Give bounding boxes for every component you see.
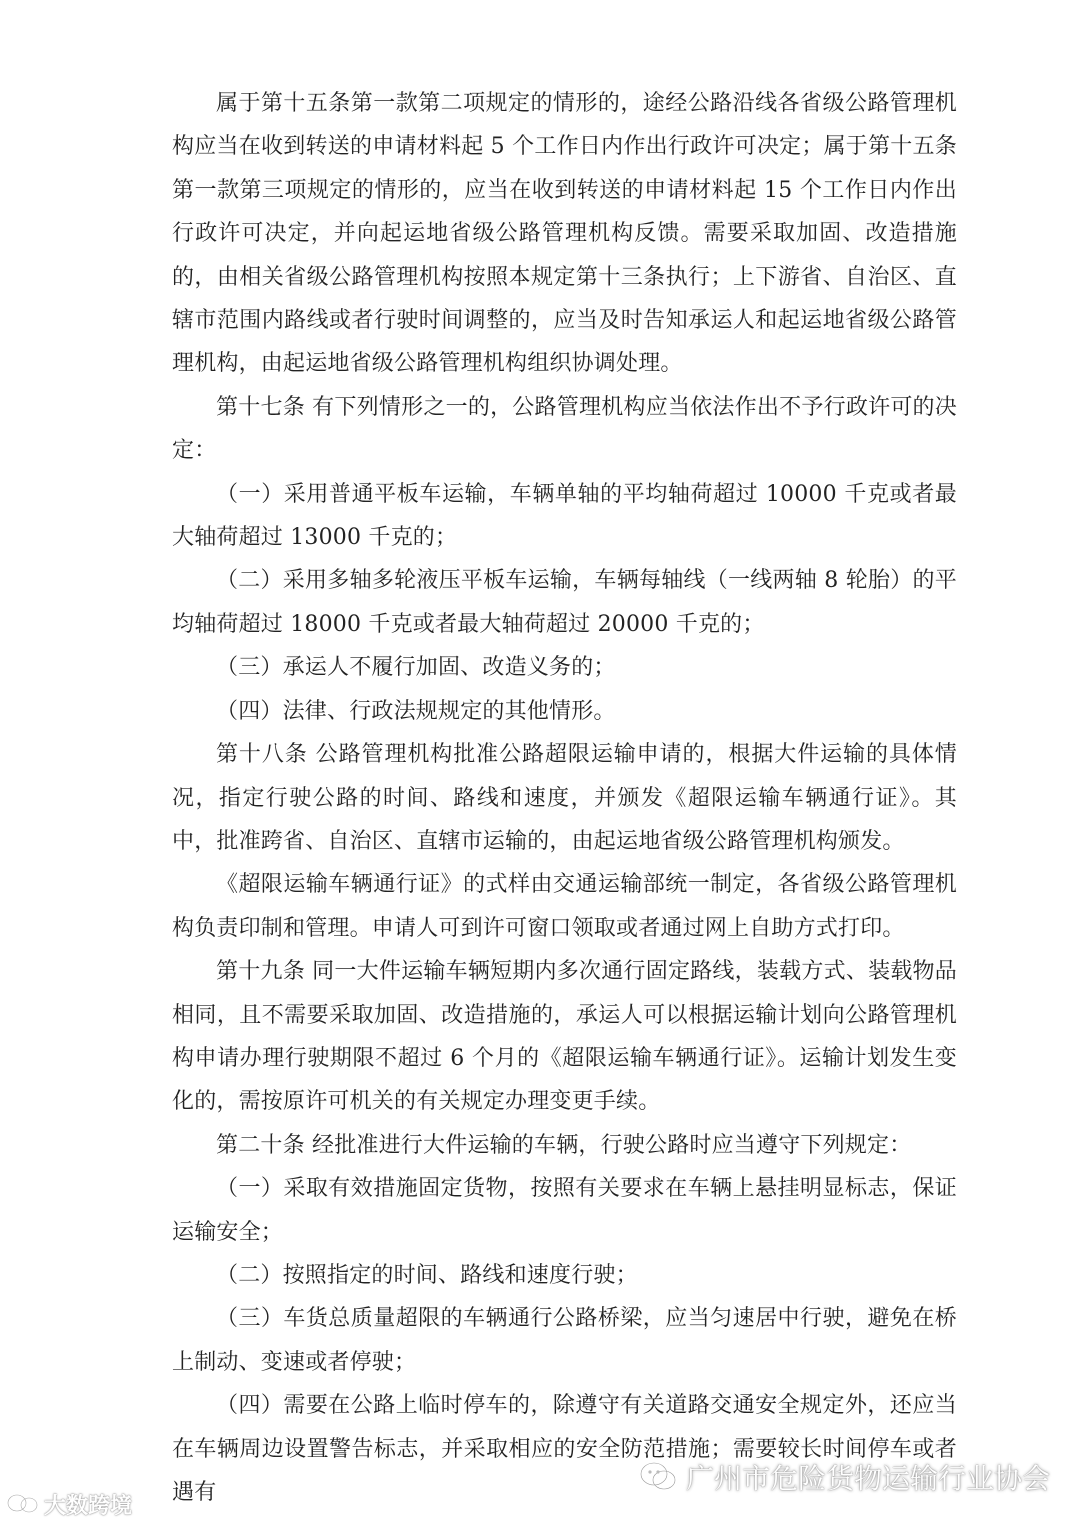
- watermark-right-text: 广州市危险货物运输行业协会: [685, 1462, 1050, 1495]
- watermark-right: [638, 1455, 1050, 1499]
- paragraph: 第二十条 经批准进行大件运输的车辆，行驶公路时应当遵守下列规定：: [216, 1132, 912, 1158]
- paragraph: 第十九条 同一大件运输车辆短期内多次通行固定路线，装载方式、装载物品相同，且不需要采取加固、改造措施的，承运人可以根据运输计划向公路管理机构申请办理行驶期限不超过 6 个月的《超限运输车辆通行证》。运输计划发生变化的，需按原许可机关的有关规定办理变更手续。: [172, 959, 957, 1115]
- list-item: （三）承运人不履行加固、改造义务的；: [216, 655, 616, 681]
- bubble-logo-icon: [6, 1491, 40, 1517]
- wechat-logo-icon: [638, 1459, 678, 1495]
- list-item: （四）法律、行政法规规定的其他情形。: [216, 698, 616, 724]
- paragraph: 第十八条 公路管理机构批准公路超限运输申请的，根据大件运输的具体情况，指定行驶公路的时间、路线和速度，并颁发《超限运输车辆通行证》。其中，批准跨省、自治区、直辖市运输的，由起运地省级公路管理机构颁发。: [172, 742, 957, 854]
- watermark-left-text: 大数跨境: [44, 1493, 133, 1519]
- list-item: （四）需要在公路上临时停车的，除遵守有关道路交通安全规定外，还应当在车辆周边设置警告标志，并采取相应的安全防范措施；需要较长时间停车或者遇有: [172, 1393, 957, 1505]
- list-item: （一）采用普通平板车运输，车辆单轴的平均轴荷超过 10000 千克或者最大轴荷超过 13000 千克的；: [172, 481, 957, 551]
- list-item: （三）车货总质量超限的车辆通行公路桥梁，应当匀速居中行驶，避免在桥上制动、变速或者停驶；: [172, 1306, 957, 1375]
- document-page: [172, 82, 957, 1514]
- paragraph: 第十七条 有下列情形之一的，公路管理机构应当依法作出不予行政许可的决定：: [172, 394, 957, 464]
- list-item: （二）采用多轴多轮液压平板车运输，车辆每轴线（一线两轴 8 轮胎）的平均轴荷超过 18000 千克或者最大轴荷超过 20000 千克的；: [172, 568, 957, 637]
- paragraph: 属于第十五条第一款第二项规定的情形的，途经公路沿线各省级公路管理机构应当在收到转送的申请材料起 5 个工作日内作出行政许可决定；属于第十五条第一款第三项规定的情形的，应当在收到转送的申请材料起 15 个工作日内作出行政许可决定，并向起运地省级公路管理机构反馈。需要采取加固、改造措施的，由相关省级公路管理机构按照本规定第十三条执行；上下游省、自治区、直辖市范围内路线或者行驶时间调整的，应当及时告知承运人和起运地省级公路管理机构，由起运地省级公路管理机构组织协调处理。: [172, 91, 957, 377]
- list-item: （二）按照指定的时间、路线和速度行驶；: [216, 1262, 638, 1288]
- watermark-left: [6, 1488, 132, 1520]
- list-item: （一）采取有效措施固定货物，按照有关要求在车辆上悬挂明显标志，保证运输安全；: [172, 1176, 957, 1245]
- paragraph: 《超限运输车辆通行证》的式样由交通运输部统一制定，各省级公路管理机构负责印制和管理。申请人可到许可窗口领取或者通过网上自助方式打印。: [172, 872, 957, 941]
